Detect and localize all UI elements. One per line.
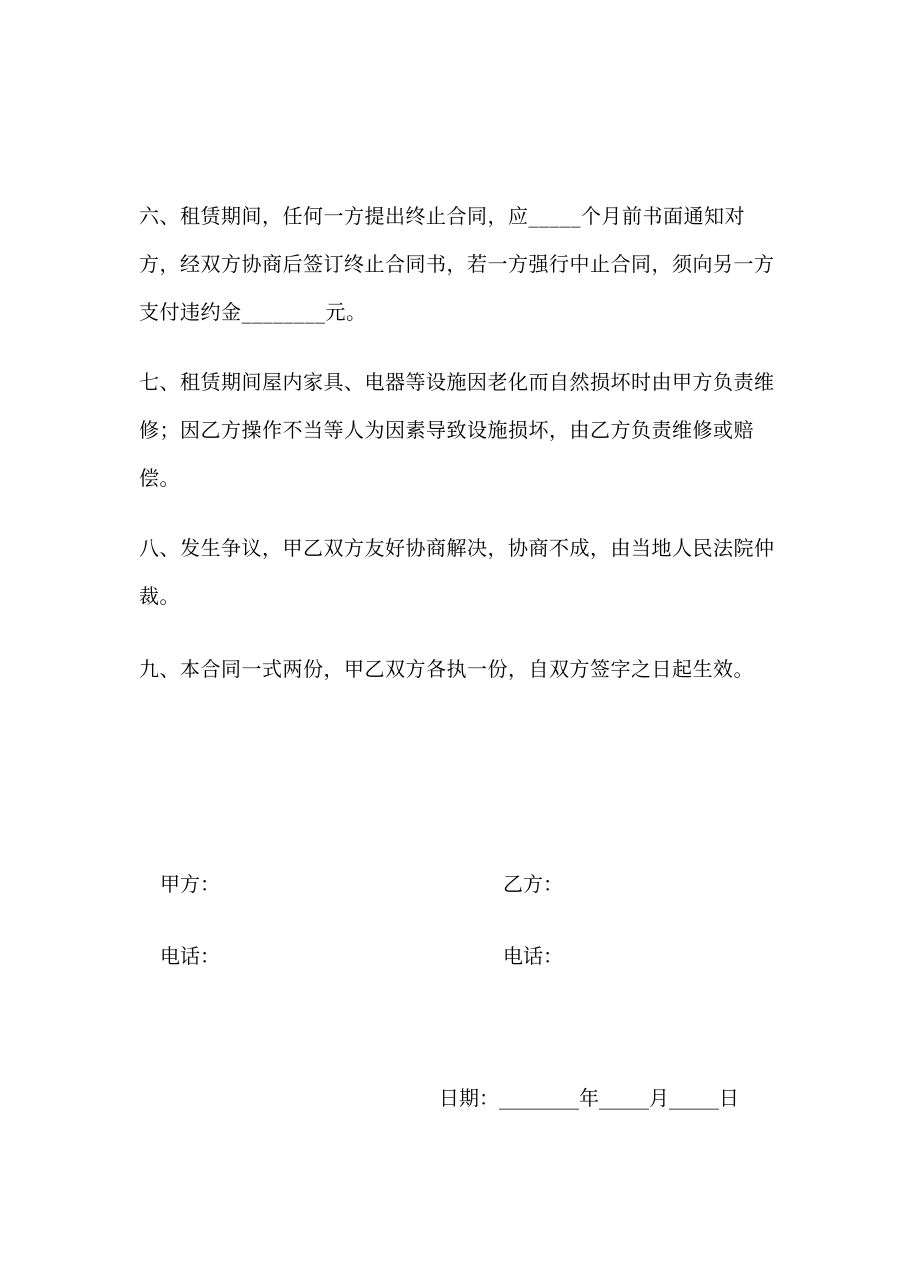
signing-date-line: 日期：________年_____月_____日: [439, 1086, 739, 1110]
clause-nine: 九、本合同一式两份，甲乙双方各执一份，自双方签字之日起生效。: [139, 657, 754, 681]
clause-eight: 八、发生争议，甲乙双方友好协商解决，协商不成，由当地人民法院仲裁。: [139, 536, 775, 608]
party-b-phone-label: 电话：: [503, 944, 563, 968]
party-a-label: 甲方：: [160, 872, 220, 896]
party-a-phone-label: 电话：: [160, 944, 220, 968]
clause-seven: 七、租赁期间屋内家具、电器等设施因老化而自然损坏时由甲方负责维修；因乙方操作不当等人为因素导致设施损坏，由乙方负责维修或赔偿。: [139, 370, 775, 490]
party-b-label: 乙方：: [503, 872, 563, 896]
clause-six: 六、租赁期间，任何一方提出终止合同，应_____个月前书面通知对方，经双方协商后签订终止合同书，若一方强行中止合同，须向另一方支付违约金________元。: [139, 204, 775, 324]
